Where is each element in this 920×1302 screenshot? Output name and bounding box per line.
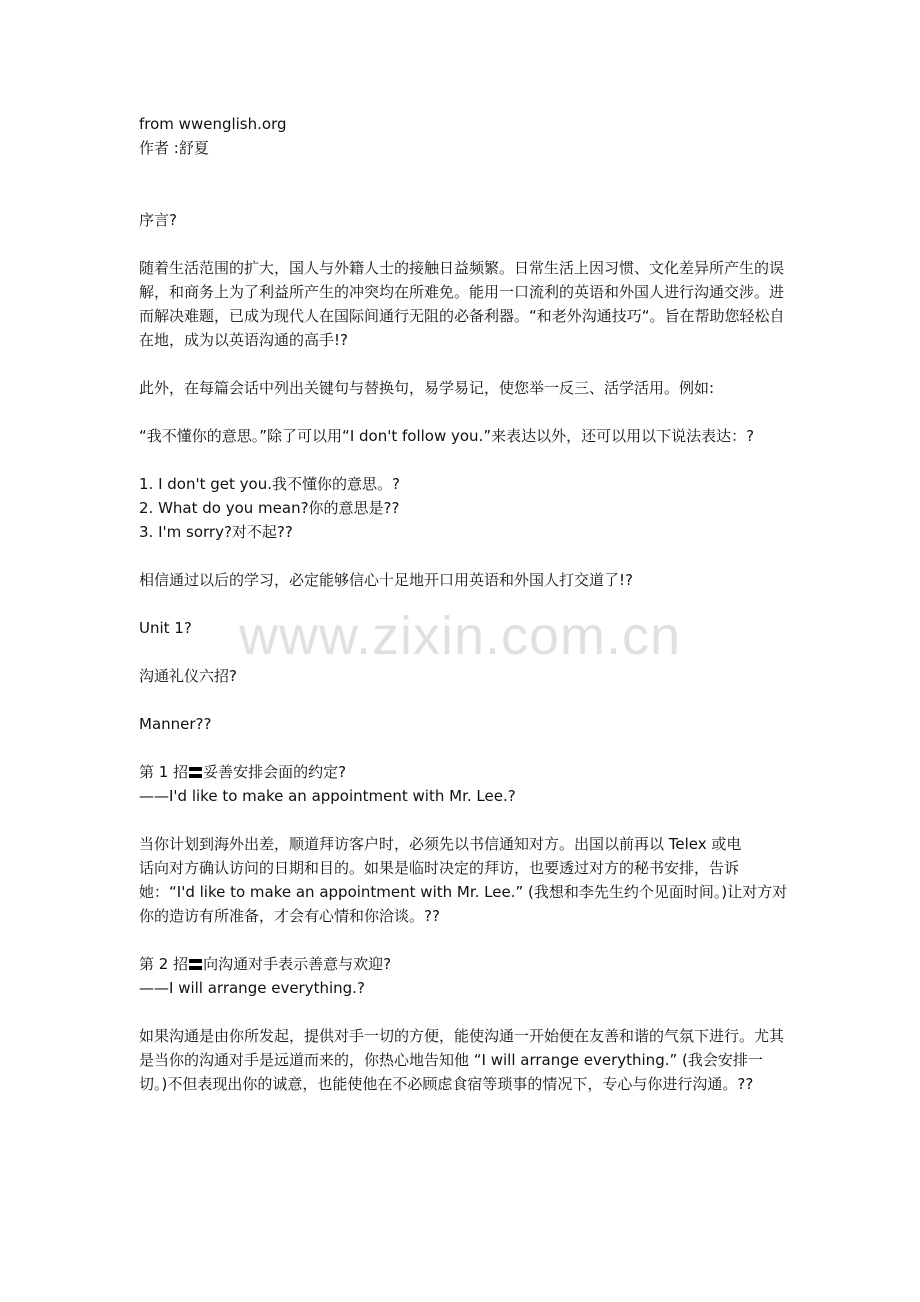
tip-2-number: 第 2 招	[139, 955, 189, 973]
list-item: 2. What do you mean?你的意思是??	[139, 499, 400, 517]
preface-paragraph-4: 相信通过以后的学习，必定能够信心十足地开口用英语和外国人打交道了!?	[139, 571, 633, 589]
tip-2-phrase: ——I will arrange everything.?	[139, 979, 365, 997]
tip-2-heading	[139, 952, 789, 976]
tip-1-phrase: ——I'd like to make an appointment with Mr. Lee.?	[139, 787, 516, 805]
tip-2-body: 如果沟通是由你所发起，提供对手一切的方便，能使沟通一开始便在友善和谐的气氛下进行。尤其是当你的沟通对手是远道而来的，你热心地告知他 “I will arrange everything.” (我会安排一切。)不但表现出你的诚意，也能使他在不必顾虑食宿等琐事的情况下，专心与你进行沟通。??	[139, 1027, 785, 1093]
list-item: 1. I don't get you.我不懂你的意思。?	[139, 475, 400, 493]
tip-1-body-line-2: 话向对方确认访问的日期和目的。如果是临时决定的拜访，也要透过对方的秘书安排，告诉她：“I'd like to make an appointment with Mr. Lee.” (我想和李先生约个见面时间。)让对方对你的造访有所准备，才会有心情和你洽谈。??	[139, 859, 788, 925]
author-line: 作者 :舒夏	[139, 139, 209, 157]
preface-title: 序言?	[139, 211, 177, 229]
double-bar-icon	[189, 959, 202, 970]
tip-1-body-line-1: 当你计划到海外出差，顺道拜访客户时，必须先以书信通知对方。出国以前再以 Telex 或电	[139, 835, 742, 853]
tip-2-title: 向沟通对手表示善意与欢迎?	[203, 955, 392, 973]
preface-paragraph-1: 随着生活范围的扩大，国人与外籍人士的接触日益频繁。日常生活上因习惯、文化差异所产生的误解，和商务上为了利益所产生的冲突均在所难免。能用一口流利的英语和外国人进行沟通交涉。进而解决难题，已成为现代人在国际间通行无阻的必备利器。“和老外沟通技巧“。旨在帮助您轻松自在地，成为以英语沟通的高手!?	[139, 259, 785, 349]
tip-1-heading	[139, 760, 789, 784]
source-line: from wwenglish.org	[139, 115, 287, 133]
tip-1-title: 妥善安排会面的约定?	[203, 763, 347, 781]
document-body	[139, 112, 789, 1096]
tip-1-number: 第 1 招	[139, 763, 189, 781]
watermark: www.zixin.com.cn	[238, 606, 682, 666]
preface-paragraph-3: “我不懂你的意思。”除了可以用“I don't follow you.”来表达以外，还可以用以下说法表达：?	[139, 427, 755, 445]
double-bar-icon	[189, 767, 202, 778]
manner-title: Manner??	[139, 715, 212, 733]
list-item: 3. I'm sorry?对不起??	[139, 523, 293, 541]
preface-paragraph-2: 此外，在每篇会话中列出关键句与替换句，易学易记，使您举一反三、活学活用。例如:	[139, 379, 715, 397]
unit-subtitle: 沟通礼仪六招?	[139, 667, 237, 685]
unit-title: Unit 1?	[139, 619, 192, 637]
